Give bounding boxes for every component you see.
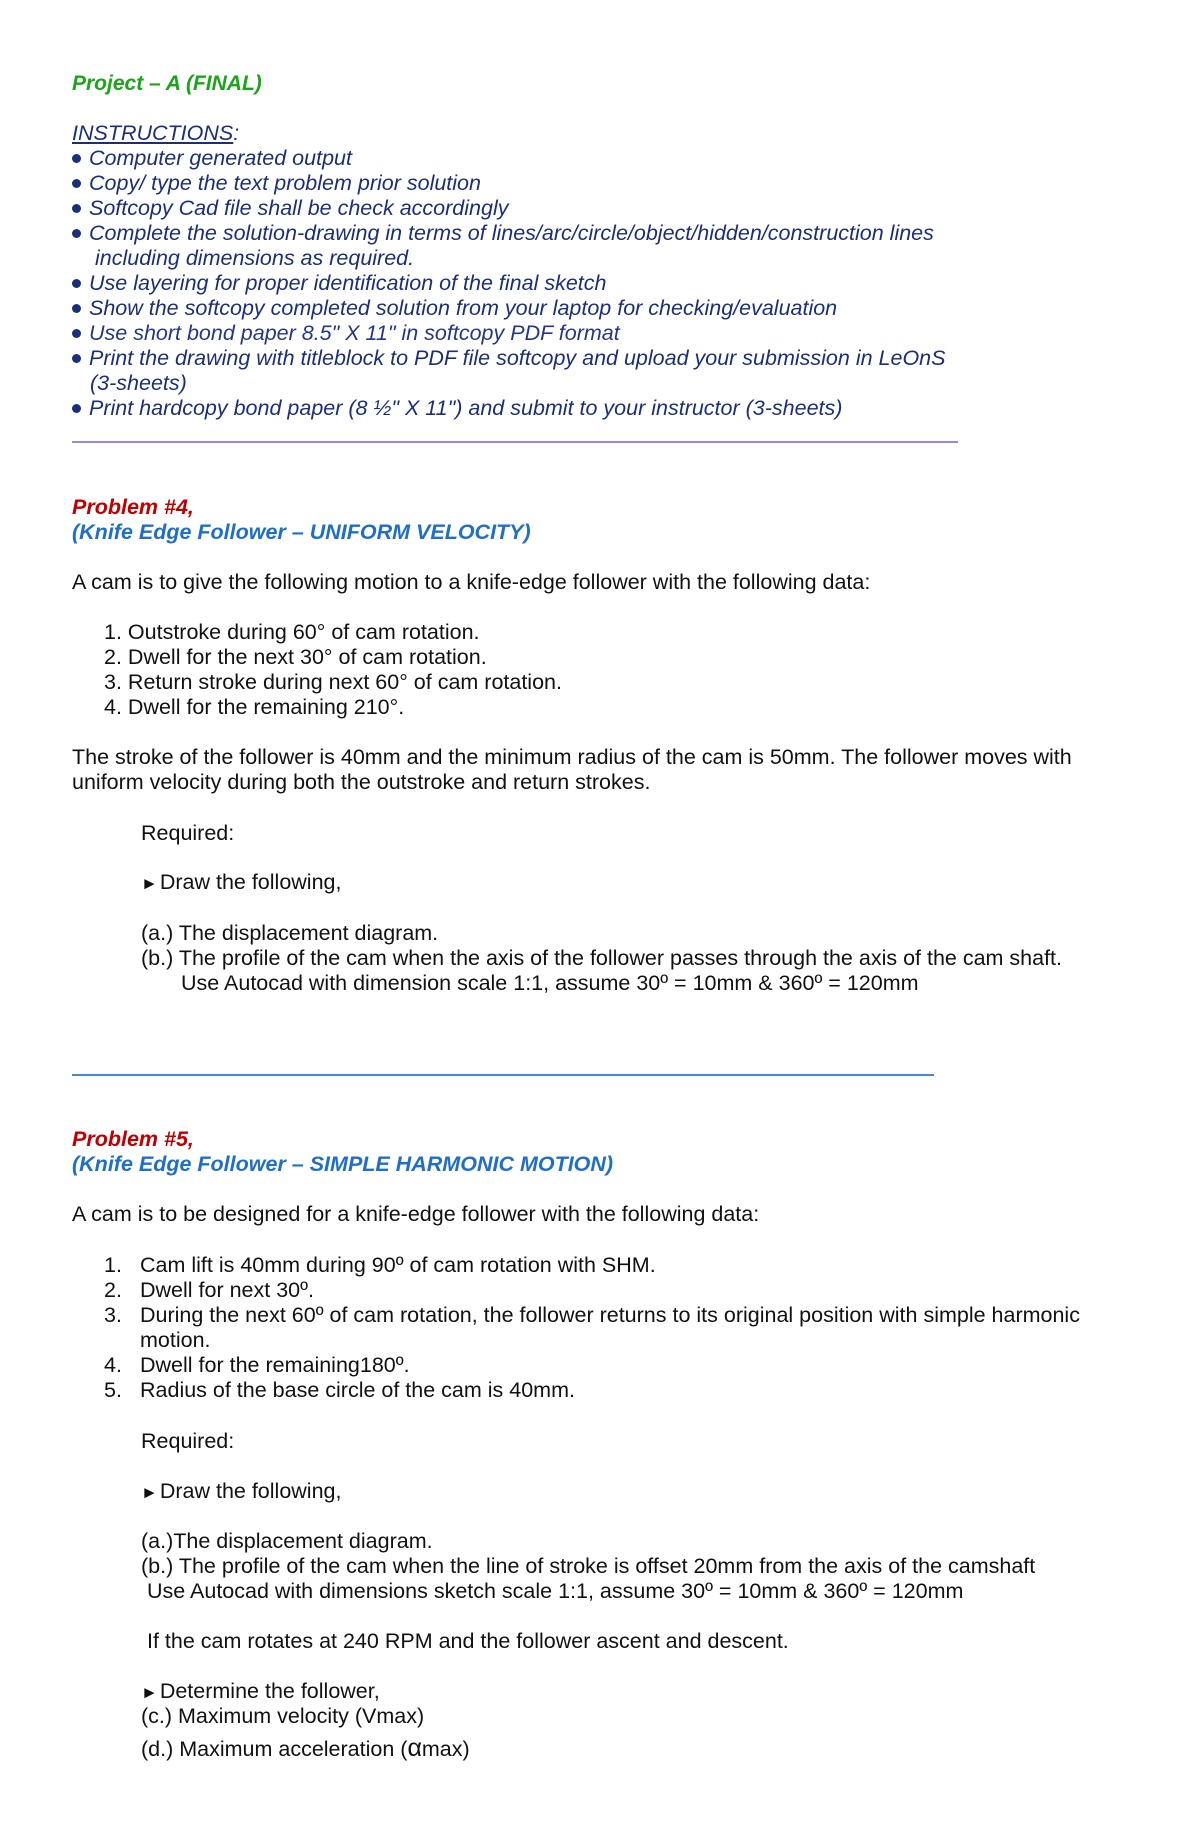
problem5-step: 2. Dwell for next 30º. (104, 1278, 314, 1302)
instructions-heading: INSTRUCTIONS (72, 121, 234, 145)
problem5-step-continuation: motion. (140, 1328, 211, 1352)
problem4-intro: A cam is to give the following motion to a knife-edge follower with the following data: (72, 570, 871, 594)
instruction-item: Copy/ type the text problem prior solution (72, 172, 481, 196)
instructions-heading-colon: : (233, 121, 240, 145)
project-title: Project – A (FINAL) (72, 72, 262, 95)
bullet-icon (72, 404, 81, 413)
bullet-icon (72, 229, 81, 238)
problem4-step: 3. Return stroke during next 60° of cam rotation. (104, 670, 562, 694)
problem4-paragraph-line: uniform velocity during both the outstroke and return strokes. (72, 770, 651, 794)
bullet-icon (72, 204, 81, 213)
problem5-item-b: (b.) The profile of the cam when the line of stroke is offset 20mm from the axis of the camshaft (141, 1554, 1036, 1578)
problem5-draw: ►Draw the following, (141, 1479, 342, 1503)
problem4-draw: ►Draw the following, (141, 870, 342, 894)
problem5-item-a: (a.)The displacement diagram. (141, 1529, 433, 1553)
problem4-item-b: (b.) The profile of the cam when the axis of the follower passes through the axis of the cam shaft. (141, 946, 1063, 970)
problem5-step: 1. Cam lift is 40mm during 90º of cam rotation with SHM. (104, 1253, 656, 1277)
instruction-item: Softcopy Cad file shall be check accordingly (72, 197, 508, 221)
problem5-determine: ►Determine the follower, (141, 1679, 380, 1703)
section-divider (72, 1074, 934, 1076)
problem4-title: Problem #4, (72, 495, 194, 519)
problem5-title: Problem #5, (72, 1127, 194, 1151)
problem5-rpm-note: If the cam rotates at 240 RPM and the follower ascent and descent. (147, 1629, 789, 1653)
problem5-step: 4. Dwell for the remaining180º. (104, 1353, 410, 1377)
problem4-subtitle: (Knife Edge Follower – UNIFORM VELOCITY) (72, 520, 531, 544)
section-divider (72, 441, 958, 443)
arrow-right-icon: ► (141, 1683, 158, 1702)
instruction-item: Show the softcopy completed solution from your laptop for checking/evaluation (72, 297, 837, 321)
problem4-step: 4. Dwell for the remaining 210°. (104, 695, 405, 719)
instruction-continuation: including dimensions as required. (95, 246, 415, 270)
instruction-item: Use short bond paper 8.5" X 11" in softcopy PDF format (72, 322, 620, 346)
bullet-icon (72, 329, 81, 338)
instruction-item: Print the drawing with titleblock to PDF file softcopy and upload your submission in LeOnS (72, 347, 945, 371)
bullet-icon (72, 179, 81, 188)
bullet-icon (72, 304, 81, 313)
problem4-item-a: (a.) The displacement diagram. (141, 921, 439, 945)
problem4-step: 1. Outstroke during 60° of cam rotation. (104, 620, 480, 644)
instruction-item: Complete the solution-drawing in terms of lines/arc/circle/object/hidden/construction lines (72, 222, 934, 246)
problem4-step: 2. Dwell for the next 30° of cam rotation. (104, 645, 487, 669)
problem5-intro: A cam is to be designed for a knife-edge follower with the following data: (72, 1202, 760, 1226)
instruction-item: Computer generated output (72, 147, 352, 171)
instructions-heading-line (72, 122, 239, 146)
bullet-icon (72, 279, 81, 288)
arrow-right-icon: ► (141, 1483, 158, 1502)
problem4-scale-note: Use Autocad with dimension scale 1:1, assume 30º = 10mm & 360º = 120mm (181, 971, 919, 995)
bullet-icon (72, 354, 81, 363)
problem5-step: 5. Radius of the base circle of the cam is 40mm. (104, 1378, 575, 1402)
instruction-item: Print hardcopy bond paper (8 ½" X 11") and submit to your instructor (3-sheets) (72, 397, 842, 421)
problem5-scale-note: Use Autocad with dimensions sketch scale 1:1, assume 30º = 10mm & 360º = 120mm (147, 1579, 964, 1603)
problem5-step: 3. During the next 60º of cam rotation, the follower returns to its original position with simple harmonic (104, 1303, 1080, 1327)
problem5-subtitle: (Knife Edge Follower – SIMPLE HARMONIC MOTION) (72, 1152, 614, 1176)
problem4-required: Required: (141, 821, 235, 845)
bullet-icon (72, 154, 81, 163)
problem5-item-d: (d.) Maximum acceleration (αmax) (141, 1734, 470, 1762)
instruction-item: Use layering for proper identification of the final sketch (72, 272, 606, 296)
problem5-required: Required: (141, 1429, 235, 1453)
problem4-paragraph-line: The stroke of the follower is 40mm and the minimum radius of the cam is 50mm. The follower moves with (72, 745, 1072, 769)
arrow-right-icon: ► (141, 874, 158, 893)
problem5-item-c: (c.) Maximum velocity (Vmax) (141, 1704, 425, 1728)
instruction-continuation: (3-sheets) (90, 371, 187, 395)
